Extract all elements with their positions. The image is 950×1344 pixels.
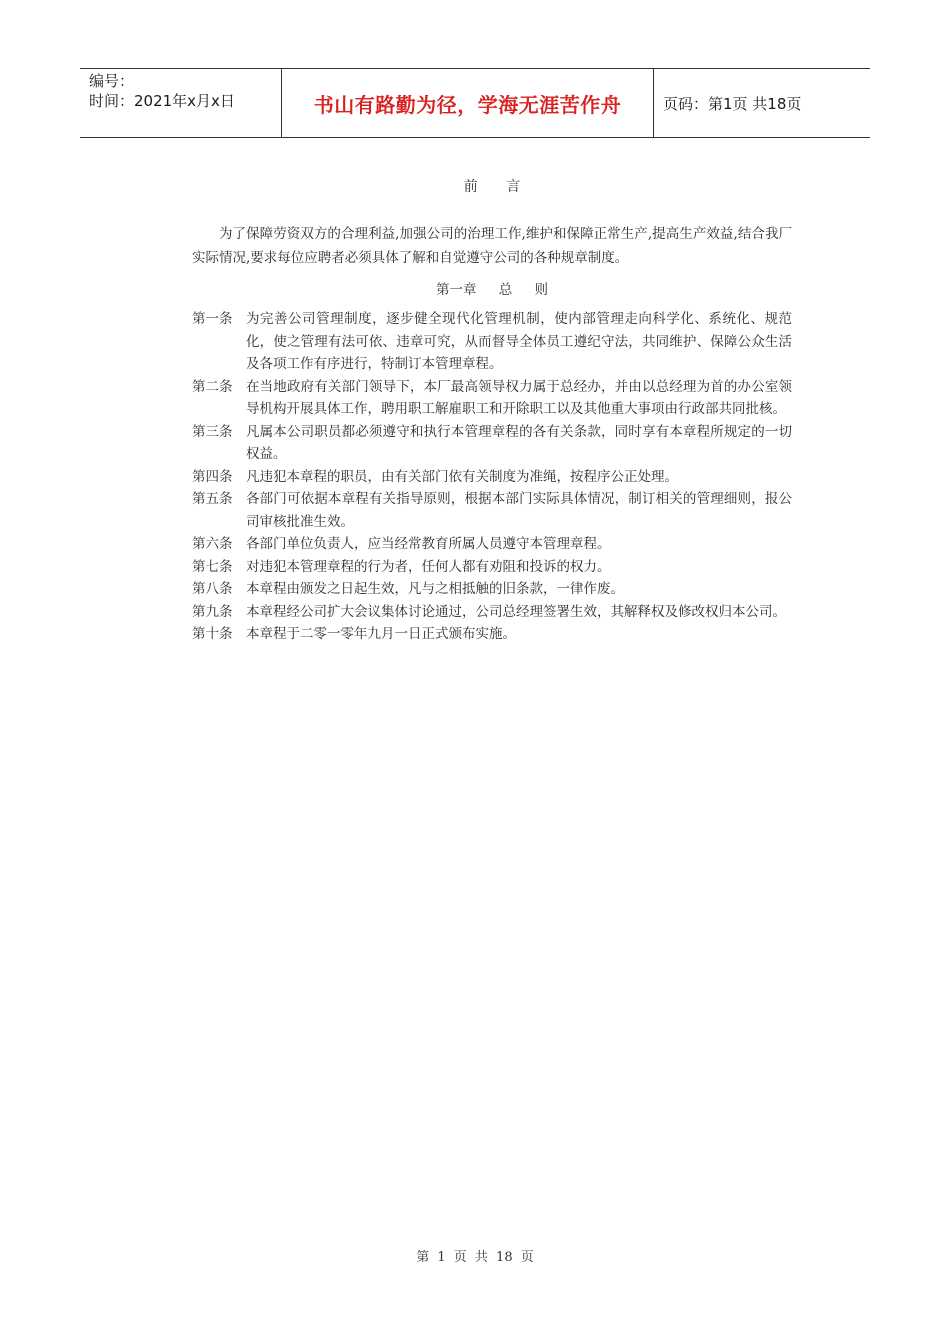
- article-text: 本章程经公司扩大会议集体讨论通过，公司总经理签署生效，其解释权及修改权归本公司。: [246, 603, 786, 620]
- article-text: 为完善公司管理制度，逐步健全现代化管理机制，使内部管理走向科学化、系统化、规范化，使之管理有法可依、违章可究，从而督导全体员工遵纪守法，共同维护、保障公众生活及各项工作有序进行，特制订本管理章程。: [246, 311, 792, 372]
- article-label: 第七条: [192, 558, 233, 575]
- article-label: 第三条: [192, 423, 233, 440]
- article-item: [192, 421, 792, 466]
- article-label: 第九条: [192, 603, 233, 620]
- document-number-label: 编号：: [89, 72, 135, 90]
- article-item: [192, 488, 792, 533]
- article-text: 在当地政府有关部门领导下，本厂最高领导权力属于总经办，并由以总经理为首的办公室领导机构开展具体工作，聘用职工解雇职工和开除职工以及其他重大事项由行政部共同批核。: [246, 378, 792, 417]
- article-text: 各部门可依据本章程有关指导原则，根据本部门实际具体情况，制订相关的管理细则，报公司审核批准生效。: [246, 491, 792, 530]
- article-item: [192, 578, 792, 601]
- article-label: 第六条: [192, 536, 233, 552]
- header-table: [80, 68, 870, 138]
- article-text: 各部门单位负责人，应当经常教育所属人员遵守本管理章程。: [246, 536, 611, 552]
- article-label: 第十条: [192, 626, 233, 642]
- article-item: [192, 623, 792, 646]
- header-page-info: 页码：第1页 共18页: [663, 94, 802, 113]
- article-text: 本章程由颁发之日起生效，凡与之相抵触的旧条款，一律作废。: [246, 581, 624, 597]
- article-item: [192, 601, 792, 624]
- preface-paragraph: 为了保障劳资双方的合理利益,加强公司的治理工作,维护和保障正常生产,提高生产效益,结合我厂实际情况,要求每位应聘者必须具体了解和自觉遵守公司的各种规章制度。: [192, 226, 792, 266]
- document-title: 前 言: [463, 179, 533, 195]
- footer-page-number: 第 1 页 共 18 页: [416, 1250, 534, 1265]
- article-text: 对违犯本管理章程的行为者，任何人都有劝阻和投诉的权力。: [246, 558, 611, 575]
- article-label: 第四条: [192, 468, 233, 485]
- header-meta-cell: [80, 69, 282, 137]
- article-text: 本章程于二零一零年九月一日正式颁布实施。: [246, 626, 516, 642]
- article-label: 第八条: [192, 581, 233, 597]
- article-item: [192, 533, 792, 556]
- article-text: 凡违犯本章程的职员，由有关部门依有关制度为准绳，按程序公正处理。: [246, 468, 678, 485]
- article-label: 第二条: [192, 378, 233, 395]
- article-item: [192, 466, 792, 489]
- article-text: 凡属本公司职员都必须遵守和执行本管理章程的各有关条款，同时享有本章程所规定的一切权益。: [246, 423, 792, 462]
- article-label: 第一条: [192, 311, 233, 327]
- chapter-title: 第一章 总 则: [435, 282, 549, 298]
- article-label: 第五条: [192, 491, 233, 507]
- article-item: [192, 556, 792, 579]
- article-item: [192, 308, 792, 376]
- document-time-label: 时间：2021年x月x日: [89, 92, 235, 110]
- article-item: [192, 376, 792, 421]
- header-motto: 书山有路勤为径，学海无涯苦作舟: [282, 69, 654, 137]
- document-body: [192, 176, 792, 646]
